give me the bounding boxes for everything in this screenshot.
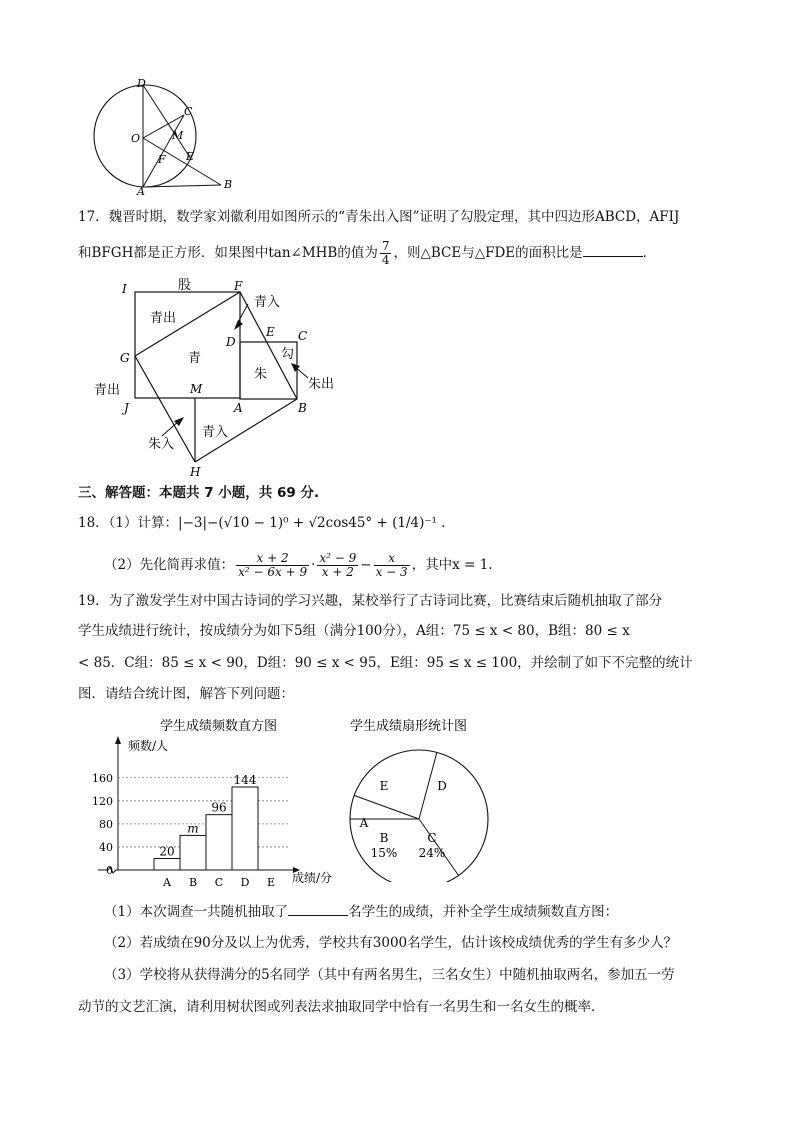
q18-part2: （2）先化简再求值： $\frac{x + 2}{\text{x² − 6x + 9}}$ · $\frac{\text{x² − 9}}{x + 2}$ − $\frac{x}{x - 3}$ ，其中x = 1.: [104, 551, 493, 579]
q19-line4: 图．请结合统计图，解答下列问题：: [78, 686, 294, 702]
q19-sub1: （1）本次调查一共随机抽取了 名学生的成绩，并补全学生成绩频数直方图：: [104, 904, 619, 920]
label-gou: 勾: [281, 347, 295, 362]
q19-line1: 19．为了激发学生对中国古诗词的学习兴趣，某校举行了古诗词比赛，比赛结束后随机抽取了部分: [78, 593, 663, 609]
label-zhu: 朱: [254, 367, 268, 382]
q19-line3: < 85．C组：85 ≤ x < 90，D组：90 ≤ x < 95，E组：95 ≤ x ≤ 100，并绘制了如下不完整的统计: [78, 655, 693, 671]
q19-answer-blank[interactable]: [288, 903, 348, 916]
histogram-ytick: 0: [106, 864, 113, 877]
histogram-ytick: 120: [92, 794, 113, 808]
label-qingchu-left: 青出: [94, 383, 121, 398]
label-H: H: [190, 465, 201, 479]
histogram-chart: [88, 712, 358, 894]
histogram-category-label: C: [214, 876, 224, 889]
pie-outline: [350, 750, 488, 882]
histogram-ytick: 80: [99, 817, 113, 831]
label-qingru-top: 青入: [254, 295, 281, 310]
label-G: G: [120, 351, 130, 365]
q17-answer-blank[interactable]: [583, 244, 643, 257]
label-F: F: [158, 153, 166, 166]
pie-slice-value: 15%: [370, 846, 398, 860]
pie-slice-label: C: [427, 831, 437, 845]
histogram-bar-label: 144: [233, 772, 257, 787]
label-E: E: [266, 325, 275, 339]
label-J: J: [124, 401, 129, 415]
label-D: D: [137, 78, 146, 90]
q19-line2: 学生成绩进行统计，按成绩分为如下5组（满分100分），A组：75 ≤ x < 80，B组：80 ≤ x: [78, 623, 630, 639]
histogram-bar: [206, 815, 232, 870]
histogram-y-arrow: [115, 736, 121, 744]
histogram-ylabel: 频数/人: [128, 739, 169, 753]
histogram-bar: [232, 787, 258, 870]
histogram-xlabel: 成绩/分: [292, 871, 333, 885]
label-C: C: [184, 105, 193, 118]
label-D: D: [226, 335, 236, 349]
q18-frac2: $\frac{\text{x² − 9}}{x + 2}$: [319, 551, 357, 579]
pie-slice-label: E: [379, 779, 389, 793]
pie-slice-label: B: [379, 831, 389, 845]
pie-slice-label: A: [359, 816, 369, 830]
histogram-bar: [180, 835, 206, 870]
q18-frac1: $\frac{x + 2}{\text{x² − 6x + 9}}$: [238, 551, 308, 579]
q17-line1: 17．魏晋时期，数学家刘徽利用如图所示的“青朱出入图”证明了勾股定理，其中四边形ABCD，AFIJ: [78, 209, 680, 225]
label-A: A: [234, 401, 243, 415]
label-B: B: [224, 178, 233, 191]
label-B: B: [298, 401, 307, 415]
histogram-bar-label: 96: [211, 800, 227, 815]
histogram-category-label: D: [240, 876, 250, 889]
q19-sub3-line2: 动节的文艺汇演，请利用树状图或列表法求抽取同学中恰有一名男生和一名女生的概率．: [78, 999, 605, 1015]
label-M: M: [172, 129, 184, 142]
histogram-ytick: 160: [92, 771, 113, 785]
label-I: I: [122, 282, 127, 296]
label-F: F: [234, 279, 243, 293]
q19-sub2: （2）若成绩在90分及以上为优秀，学校共有3000名学生，估计该校成绩优秀的学生有多少人？: [104, 935, 678, 951]
label-zhuru: 朱入: [148, 437, 175, 452]
histogram-bar: [154, 858, 180, 870]
label-C: C: [298, 329, 308, 343]
pie-slice-label: D: [437, 779, 447, 793]
pie-title: 学生成绩扇形统计图: [350, 719, 468, 734]
histogram-bar-label: 20: [159, 844, 175, 859]
histogram-ytick: 40: [99, 840, 113, 854]
q19-sub3-line1: （3）学校将从获得满分的5名同学（其中有两名男生，三名女生）中随机抽取两名，参加五一劳: [104, 967, 675, 983]
pie-chart: [340, 712, 500, 882]
label-qing: 青: [188, 351, 202, 366]
pie-slice-value: 24%: [418, 846, 446, 860]
label-A: A: [137, 185, 145, 196]
label-zhuchu: 朱出: [308, 377, 335, 392]
q18-frac3: $\frac{x}{x - 3}$: [375, 551, 408, 579]
q17-fraction: $\frac{7}{4}$: [381, 239, 390, 267]
histogram-category-label: B: [188, 876, 198, 889]
q18-part1-expr: |−3|−(√10 − 1)⁰ + √2cos45° + (1/4)⁻¹ .: [178, 515, 446, 531]
label-gu: 股: [178, 278, 192, 293]
q18-part1: 18．（1）计算：|−3|−(√10 − 1)⁰ + √2cos45° + (1/4)⁻¹ .: [78, 515, 446, 531]
label-E: E: [186, 150, 195, 163]
histogram-bar-label: m: [187, 821, 199, 836]
label-M: M: [190, 382, 203, 396]
histogram-title: 学生成绩频数直方图: [160, 719, 278, 734]
figure-16-circle: [88, 78, 238, 196]
q17-line2: 和BFGH都是正方形．如果图中tan∠MHB的值为 $\frac{7}{4}$ ，则△BCE与△FDE的面积比是 ．: [78, 239, 657, 267]
q17-line2-b: ，则△BCE与△FDE的面积比是: [393, 245, 583, 261]
label-O: O: [131, 132, 141, 145]
figure-17-qingzhu: [88, 272, 348, 482]
histogram-category-label: A: [163, 876, 171, 889]
section-3-heading: 三、解答题：本题共 7 小题，共 69 分.: [78, 485, 320, 501]
histogram-category-label: E: [266, 876, 276, 889]
label-qingru-bottom: 青入: [202, 425, 229, 440]
label-qingchu-top: 青出: [150, 311, 177, 326]
q17-line2-a: 和BFGH都是正方形．如果图中tan∠MHB的值为: [78, 245, 378, 261]
